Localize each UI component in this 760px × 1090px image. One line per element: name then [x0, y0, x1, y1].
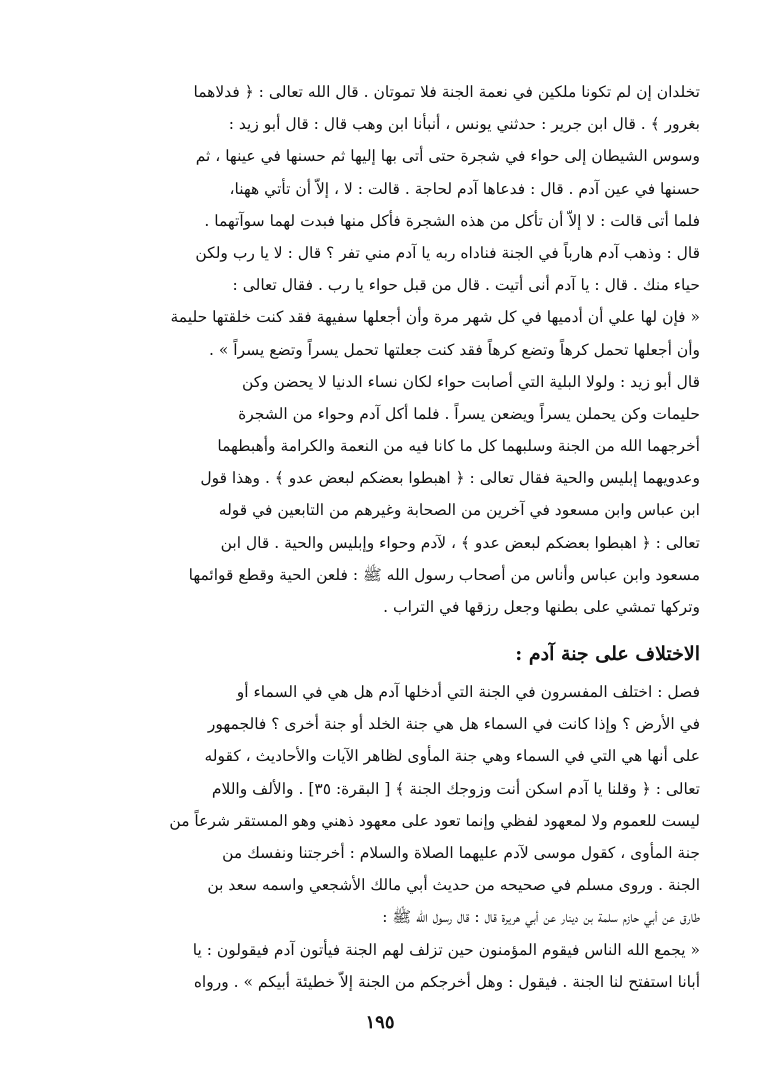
text-line: طارق عن أبي حازم سلمة بن دينار عن أبي هريرة قال : قال رسول الله ﷺ :: [382, 908, 700, 927]
text-line: الجنة . وروى مسلم في صحيحه من حديث أبي مالك الأشجعي واسمه سعد بن: [207, 876, 700, 895]
text-line: ليست للعموم ولا لمعهود لفظي وإنما تعود على معهود ذهني وهو المستقر شرعاً من: [169, 811, 700, 830]
paragraph-1: [88, 76, 700, 623]
text-line: وتركها تمشي على بطنها وجعل رزقها في التراب .: [383, 598, 700, 616]
text-line: حليمات وكن يحملن يسراً ويضعن يسراً . فلما أكل آدم وحواء من الشجرة: [238, 404, 700, 423]
text-line: أخرجهما الله من الجنة وسلبهما كل ما كانا فيه من النعمة والكرامة وأهبطهما: [217, 437, 700, 456]
page-number: ١٩٥: [365, 1012, 395, 1033]
section-heading: الاختلاف على جنة آدم :: [515, 643, 700, 665]
text-line: ابن عباس وابن مسعود في آخرين من الصحابة وغيرهم من التابعين في قوله: [218, 501, 700, 520]
text-line: قال أبو زيد : ولولا البلية التي أصابت حواء لكان نساء الدنيا لا يحضن وكن: [241, 372, 700, 391]
text-line: تعالى : ﴿ وقلنا يا آدم اسكن أنت وزوجك الجنة ﴾ [ البقرة: ٣٥] . والألف واللام: [211, 779, 700, 798]
text-line: أبانا استفتح لنا الجنة . فيقول : وهل أخرجكم من الجنة إلاّ خطيئة أبيكم » . ورواه: [193, 972, 700, 991]
text-line: فصل : اختلف المفسرون في الجنة التي أدخلها آدم هل هي في السماء أو: [236, 683, 700, 701]
text-line: وسوس الشيطان إلى حواء في شجرة حتى أتى بها إليها ثم حسنها في عينها ، ثم: [195, 147, 700, 166]
text-line: وعدويهما إبليس والحية فقال تعالى : ﴿ اهبطوا بعضكم لبعض عدو ﴾ . وهذا قول: [200, 469, 700, 488]
text-line: في الأرض ؟ وإذا كانت في السماء هل هي جنة الخلد أو جنة أخرى ؟ فالجمهور: [207, 715, 700, 734]
text-line: « يجمع الله الناس فيقوم المؤمنون حين تزلف لهم الجنة فيأتون آدم فيقولون : يا: [192, 940, 700, 959]
text-line: قال : وذهب آدم هارباً في الجنة فناداه ربه يا آدم مني تفر ؟ قال : لا يا رب ولكن: [195, 243, 700, 262]
text-line: حياء منك . قال : يا آدم أنى أتيت . قال من قبل حواء يا رب . فقال تعالى :: [232, 276, 700, 295]
text-line: « فإن لها علي أن أدميها في كل شهر مرة وأن أجعلها سفيهة فقد كنت خلقتها حليمة: [170, 308, 700, 327]
text-line: بغرور ﴾ . قال ابن جرير : حدثني يونس ، أنبأنا ابن وهب قال : قال أبو زيد :: [228, 115, 700, 134]
paragraph-2: [88, 676, 700, 998]
text-line: على أنها هي التي في السماء وهي جنة المأوى لظاهر الآيات والأحاديث ، كقوله: [204, 747, 700, 766]
text-line: فلما أتى قالت : لا إلاّ أن تأكل من هذه الشجرة فأكل منها فبدت لهما سوآتهما .: [204, 211, 700, 230]
text-line: جنة المأوى ، كقول موسى لآدم عليهما الصلاة والسلام : أخرجتنا ونفسك من: [222, 843, 700, 862]
text-line: مسعود وابن عباس وأناس من أصحاب رسول الله ﷺ : فلعن الحية وقطع قوائمها: [188, 565, 700, 584]
text-line: حسنها في عين آدم . قال : فدعاها آدم لحاجة . قالت : لا ، إلاّ أن تأتي ههنا،: [229, 179, 700, 198]
text-line: تعالى : ﴿ اهبطوا بعضكم لبعض عدو ﴾ ، لآدم وحواء وإبليس والحية . قال ابن: [220, 533, 700, 552]
text-line: تخلدان إن لم تكونا ملكين في نعمة الجنة فلا تموتان . قال الله تعالى : ﴿ فدلاهما: [193, 83, 700, 101]
text-line: وأن أجعلها تحمل كرهاً وتضع كرهاً فقد كنت جعلتها تحمل يسراً وتضع يسراً » .: [209, 340, 700, 359]
